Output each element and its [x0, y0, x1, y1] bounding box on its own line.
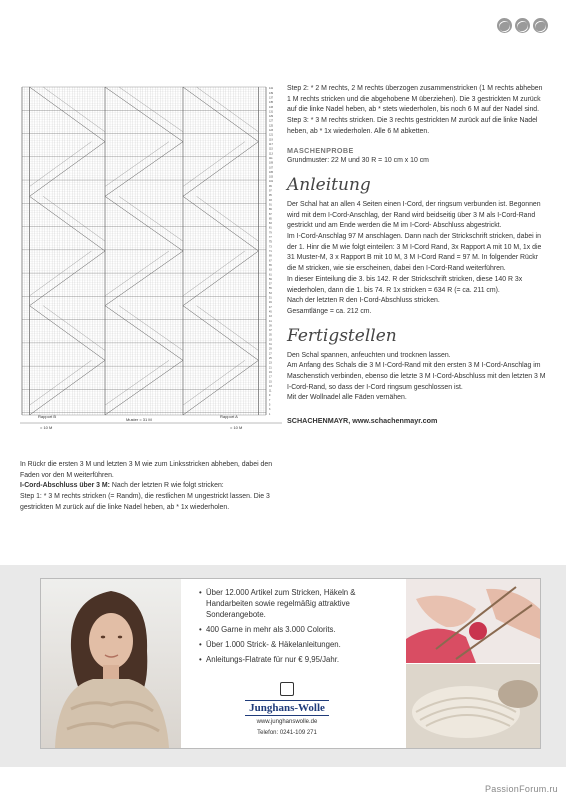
chart-row-number: 5 — [269, 403, 271, 407]
motif-diagonal — [119, 196, 183, 241]
chart-row-number: 135 — [269, 101, 273, 105]
chart-row-number: 31 — [269, 343, 272, 347]
motif-diagonal — [30, 251, 92, 296]
chart-row-number: 43 — [269, 315, 272, 319]
stitch-note: In Rückr die ersten 3 M und letzten 3 M wie zum Linksstricken abheben, dabei den Faden vor den M weiterführen. — [20, 461, 273, 479]
chart-row-number: 93 — [269, 198, 272, 202]
motif-diagonal — [105, 306, 183, 361]
wool-skein-photo — [406, 664, 540, 748]
chart-row-number: 35 — [269, 333, 272, 337]
chart-row-number: 51 — [269, 296, 272, 300]
chart-row-number: 105 — [269, 170, 273, 174]
rapport-b-label: Rapport B — [38, 414, 57, 419]
chart-row-number: 99 — [269, 184, 272, 188]
chart-row-number: 83 — [269, 222, 272, 226]
chart-row-number: 111 — [269, 156, 273, 160]
knitting-hands-photo — [406, 579, 540, 663]
motif-diagonal — [43, 196, 105, 241]
chart-row-number: 103 — [269, 175, 273, 179]
knitting-chart — [20, 85, 282, 441]
chart-row-number: 69 — [269, 254, 272, 258]
chart-row-number: 63 — [269, 268, 272, 272]
chart-row-number: 97 — [269, 189, 272, 193]
fertigstellen-paragraph: Den Schal spannen, anfeuchten und trocknen lassen. — [287, 351, 451, 359]
motif-diagonal — [105, 251, 183, 306]
chart-row-number: 141 — [269, 87, 273, 91]
yarn-ball-icon — [497, 18, 512, 33]
designer-credit: SCHACHENMAYR, www.schachenmayr.com — [287, 416, 438, 426]
chart-row-number: 33 — [269, 338, 272, 342]
chart-row-number: 109 — [269, 161, 273, 165]
chart-row-number: 113 — [269, 152, 273, 156]
ad-benefit: • Anleitungs-Flatrate für nur € 9,95/Jahr. — [199, 654, 401, 665]
fertigstellen-paragraph: Mit der Wollnadel alle Fäden vernähen. — [287, 394, 407, 402]
chart-row-number: 85 — [269, 217, 272, 221]
icord-finish-intro-text: Nach der letzten R wie folgt stricken: — [109, 482, 224, 490]
motif-diagonal — [43, 306, 105, 351]
magazine-logo — [497, 18, 548, 33]
ad-benefits-list — [199, 587, 401, 669]
chart-row-number: 91 — [269, 203, 272, 207]
yarn-ball-icon — [515, 18, 530, 33]
chart-row-number: 3 — [269, 408, 271, 412]
chart-row-number: 67 — [269, 259, 272, 263]
motif-diagonal — [105, 142, 183, 197]
motif-diagonal — [119, 306, 183, 351]
junghans-ad[interactable] — [40, 578, 541, 749]
chart-row-number: 1 — [269, 412, 271, 416]
chart-row-number: 39 — [269, 324, 272, 328]
chart-row-number: 77 — [269, 236, 272, 240]
left-column — [20, 460, 275, 514]
chart-grid — [22, 87, 266, 415]
fertigstellen-heading: Fertigstellen — [287, 325, 397, 346]
icord-finish-heading: I-Cord-Abschluss über 3 M: — [20, 482, 110, 490]
chart-row-number: 75 — [269, 240, 272, 244]
chart-row-number: 47 — [269, 305, 272, 309]
motif-diagonal — [43, 87, 105, 132]
chart-row-number: 21 — [269, 366, 272, 370]
chart-row-number: 123 — [269, 129, 273, 133]
ad-benefit: • Über 12.000 Artikel zum Stricken, Häkeln & Handarbeiten sowie regelmäßig attraktive Sonderangebote. — [199, 587, 401, 620]
chart-row-number: 41 — [269, 319, 272, 323]
ad-benefit: • Über 1.000 Strick- & Häkelanleitungen. — [199, 639, 401, 650]
chart-row-number: 95 — [269, 194, 272, 198]
chart-row-number: 101 — [269, 180, 273, 184]
chart-row-number: 65 — [269, 263, 272, 267]
fertigstellen-paragraph: Am Anfang des Schals die 3 M I-Cord-Rand mit den ersten 3 M I-Cord-Anschlag im Maschenstich verbinden, ebenso die letzte 3 M I-Cord-Abschluss mit den letzten 3 M I-Cord-Rand, so dass der I-Cord ringsum geschlossen ist. — [287, 362, 546, 391]
chart-row-number: 17 — [269, 375, 272, 379]
motif-diagonal — [105, 142, 169, 187]
anleitung-paragraph: Im I-Cord-Anschlag 97 M anschlagen. Dann nach der Strickschrift stricken, dabei in der 1. Hinr die M wie folgt einteilen: 3 M I-Cord Rand, 3x Rapport A mit 10 M, 1x die 31 Muster-M, 3 x Rapport B mit 10 M, 3 M I-Cord Rand = 97 M. In folgender Rückr die M stricken, wie sie erscheinen, dabei den I-Cord-Rand weiterführen. — [287, 233, 542, 273]
step2-text: Step 2: * 2 M rechts, 2 M rechts überzogen zusammenstricken (1 M rechts abheben 1 M rechts stricken und die abgehobene M überziehen). Die 3 gestrickten M zurück auf die linke Nadel heben, ab * stets wiederholen, bis noch 6 M auf der Nadel sind. — [287, 85, 543, 114]
motif-diagonal — [183, 251, 245, 296]
anleitung-paragraph: Der Schal hat an allen 4 Seiten einen I-Cord, der ringsum verbunden ist. Begonnen wird mit dem I-Cord-Anschlag, der Rand wird beidseitig über 3 M als I-Cord-Rand gestrickt und am Ende werden die M im I-Cord- Abschluss abgestrickt. — [287, 200, 541, 230]
chart-row-number: 137 — [269, 96, 273, 100]
step3-text: Step 3: * 3 M rechts stricken. Die 3 rechts gestrickten M zurück auf die linke Nadel heben, ab * 1x wiederholen. Alle 6 M abketten. — [287, 117, 538, 135]
muster-label: Muster = 31 M — [126, 417, 152, 422]
motif-diagonal — [183, 360, 245, 405]
model-photo — [41, 579, 181, 748]
motif-diagonal — [30, 360, 92, 405]
yarn-ball-icon — [533, 18, 548, 33]
motif-diagonal — [105, 196, 183, 251]
chart-row-number: 37 — [269, 329, 272, 333]
rapport-a-count: = 10 M — [230, 425, 243, 430]
chart-row-number: 57 — [269, 282, 272, 286]
right-column — [287, 84, 547, 427]
chart-row-number: 125 — [269, 124, 273, 128]
motif-diagonal — [197, 196, 259, 241]
chart-row-number: 61 — [269, 273, 272, 277]
anleitung-paragraph: Gesamtlänge = ca. 212 cm. — [287, 307, 372, 315]
chart-row-number: 119 — [269, 138, 273, 142]
chart-row-number: 9 — [269, 394, 271, 398]
chart-row-numbers — [269, 87, 274, 416]
chart-row-number: 19 — [269, 370, 272, 374]
chart-row-number: 79 — [269, 231, 272, 235]
chart-row-number: 87 — [269, 212, 272, 216]
icord-finish-intro — [20, 481, 275, 492]
chart-row-number: 29 — [269, 347, 272, 351]
junghans-phone: Telefon: 0241-109 271 — [257, 730, 317, 736]
maschenprobe-text: Grundmuster: 22 M und 30 R = 10 cm x 10 cm — [287, 157, 429, 165]
maschenprobe-heading: MASCHENPROBE — [287, 145, 354, 155]
chart-row-number: 49 — [269, 301, 272, 305]
chart-row-number: 23 — [269, 361, 272, 365]
motif-diagonal — [30, 142, 92, 187]
junghans-url[interactable]: www.junghanswolle.de — [256, 719, 318, 725]
chart-row-number: 89 — [269, 208, 272, 212]
chart-row-number: 7 — [269, 398, 271, 402]
chart-row-number: 139 — [269, 91, 273, 95]
chart-row-number: 73 — [269, 245, 272, 249]
motif-diagonal — [105, 251, 169, 296]
chart-row-number: 71 — [269, 250, 272, 253]
chart-row-number: 129 — [269, 115, 273, 119]
chart-row-number: 55 — [269, 287, 272, 291]
chart-row-number: 127 — [269, 119, 273, 123]
rapport-a-label: Rapport A — [220, 414, 238, 419]
anleitung-paragraph: In dieser Einteilung die 3. bis 142. R der Strickschrift stricken, diese 140 R 3x wiederholen, dann die 1. bis 74. R 1x stricken = 634 R (= ca. 211 cm). — [287, 275, 523, 294]
chart-row-number: 27 — [269, 352, 272, 356]
chart-row-number: 13 — [269, 384, 272, 388]
motif-diagonal — [105, 360, 183, 415]
chart-row-number: 25 — [269, 357, 272, 361]
junghans-logo-block — [237, 682, 337, 738]
chart-motif — [30, 87, 259, 415]
anleitung-heading: Anleitung — [287, 174, 371, 195]
chart-row-number: 107 — [269, 166, 273, 170]
anleitung-paragraph: Nach der letzten R den I-Cord-Abschluss stricken. — [287, 297, 440, 305]
chart-row-number: 133 — [269, 105, 273, 109]
chart-row-number: 117 — [269, 142, 273, 146]
motif-diagonal — [197, 306, 259, 351]
junghans-brand-name: Junghans-Wolle — [245, 700, 329, 716]
watermark: PassionForum.ru — [484, 784, 558, 794]
chart-row-number: 11 — [269, 389, 272, 393]
chart-row-number: 45 — [269, 310, 272, 314]
chart-row-number: 15 — [269, 380, 272, 384]
step1-text: Step 1: * 3 M rechts stricken (= Randm), die restlichen M ungestrickt lassen. Die 3 gestrickten M zurück auf die linke Nadel heben, ab * 1x wiederholen. — [20, 493, 270, 511]
motif-diagonal — [183, 142, 245, 187]
chart-footer — [20, 414, 282, 430]
motif-diagonal — [197, 87, 259, 132]
chart-row-number: 59 — [269, 277, 272, 281]
chart-row-number: 131 — [269, 110, 273, 114]
chart-row-number: 53 — [269, 291, 272, 295]
motif-diagonal — [119, 87, 183, 132]
chart-row-number: 115 — [269, 147, 273, 151]
ad-benefit: • 400 Garne in mehr als 3.000 Colorits. — [199, 624, 401, 635]
junghans-logo-icon — [280, 682, 294, 696]
chart-row-number: 81 — [269, 226, 272, 230]
rapport-b-count: = 10 M — [40, 425, 53, 430]
chart-row-number: 121 — [269, 133, 273, 137]
motif-diagonal — [105, 360, 169, 405]
